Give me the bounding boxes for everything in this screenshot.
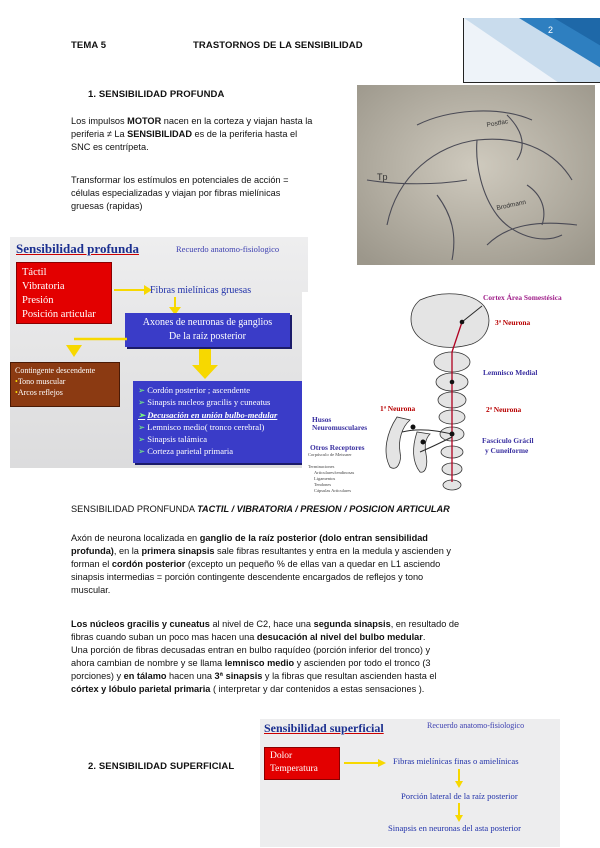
slide-sensibilidad-profunda xyxy=(10,237,308,468)
label-neurona-3: 3ª Neurona xyxy=(495,318,531,327)
section1-heading: 1. SENSIBILIDAD PROFUNDA xyxy=(88,89,225,100)
fibras-label: Fibras mielínicas gruesas xyxy=(150,285,252,296)
modality-item: Vibratoria xyxy=(22,281,65,292)
arrow-down-icon-4 xyxy=(453,803,465,823)
label-neurona-1: 1ª Neurona xyxy=(380,404,416,413)
label-otros-receptores: Otros Receptores xyxy=(310,443,365,452)
photo-label-hand1: Postfac xyxy=(486,118,509,129)
pathway-item: ➢ Cordón posterior ; ascendente xyxy=(138,385,251,395)
axones-box: Axones de neuronas de ganglios De la raíz posterior xyxy=(125,313,290,347)
superficial-step-3: Sinapsis en neuronas del asta posterior xyxy=(388,823,521,833)
arrow-down-icon-2 xyxy=(190,349,220,381)
label-cortex: Cortex Área Somestésica xyxy=(483,293,562,302)
anatomy-diagram xyxy=(302,292,600,500)
label-fasciculo: Fascículo Grácil xyxy=(482,436,534,445)
slide-sensibilidad-superficial xyxy=(260,719,560,847)
label-lemnisco: Lemnisco Medial xyxy=(483,368,538,377)
modality-item: Presión xyxy=(22,295,54,306)
pathway-item: ➢ Sinapsis nucleos gracilis y cuneatus xyxy=(138,397,271,408)
superficial-step-1: Fibras mielínicas finas o amielínicas xyxy=(393,756,519,766)
document-title: TRASTORNOS DE LA SENSIBILIDAD xyxy=(193,40,363,51)
arrow-down-left-icon xyxy=(62,335,132,363)
section1-paragraph2: Transformar los estímulos en potenciales de acción = células especializadas y viajan por fibras mielínicas gruesas (rapidas) xyxy=(71,175,289,211)
modality-item: Táctil xyxy=(22,267,47,278)
slide1-subtitle: Recuerdo anatomo-fisiologico xyxy=(176,244,280,254)
whiteboard-photo xyxy=(357,85,595,265)
label-capsulas: Cápsulas Articulares xyxy=(314,488,352,493)
modalities-box xyxy=(16,262,112,324)
superficial-step-2: Porción lateral de la raíz posterior xyxy=(401,791,518,801)
slide2-subtitle: Recuerdo anatomo-fisiologico xyxy=(427,721,525,730)
label-terminaciones: Terminaciones xyxy=(308,464,335,469)
photo-label-hand2: Brodmann xyxy=(495,198,527,212)
label-corpusculo: Corpúsculo de Meissner xyxy=(308,452,352,457)
pathway-item: ➢ Corteza parietal primaria xyxy=(138,446,234,457)
tema-label: TEMA 5 xyxy=(71,40,107,51)
pathway-item: ➢ Lemnisco medio( tronco cerebral) xyxy=(138,421,265,432)
profunda-modalities-heading: SENSIBILIDAD PRONFUNDA TACTIL / VIBRATORIA / PRESION / POSICION ARTICULAR xyxy=(71,504,450,514)
section1-paragraph1: Los impulsos MOTOR nacen en la corteza y viajan hasta la periferia ≠ La SENSIBILIDAD es de la periferia hasta el SNC es centrípeta. xyxy=(71,116,313,152)
label-neurona-2: 2ª Neurona xyxy=(486,405,522,414)
contingente-box: Contingente descendente •Tono muscular •Arcos reflejos xyxy=(10,362,120,407)
superficial-modalities-box xyxy=(264,747,340,780)
contingente-title: Contingente descendente xyxy=(15,366,96,375)
label-husos: Husos xyxy=(312,415,332,424)
slide1-title: Sensibilidad profunda xyxy=(16,241,139,256)
section2-heading: 2. SENSIBILIDAD SUPERFICIAL xyxy=(88,761,235,772)
contingente-item: Tono muscular xyxy=(17,377,66,386)
photo-label-tp: Tp xyxy=(377,172,388,182)
pathway-item: ➢ Sinapsis talámica xyxy=(138,434,208,445)
label-ligamentos: Ligamentos xyxy=(314,476,336,481)
label-cuneiforme: y Cuneiforme xyxy=(485,446,529,455)
pathway-box xyxy=(133,381,303,463)
profunda-paragraph2: Los núcleos gracilis y cuneatus al nivel de C2, hace una segunda sinapsis, en resultado de fibras cuando suban un poco mas hacen una desucación al nivel del bulbo medular. Una porción de fibras decusadas entran en bulbo raquídeo (porción inferior del tronco) y ahora cambian de nombre y se llama lemnisco medio y ascienden por todo el tronco (3 porciones) y en tálamo hacen una 3ª sinapsis y la fibras que resultan ascienden hasta el córtex y lóbulo parietal primaria ( interpretar y dar contenidos a estas sensaciones ). xyxy=(71,619,460,694)
pathway-item: ➢ Decusación en unión bulbo-medular xyxy=(138,409,278,420)
arrow-right-icon-2 xyxy=(342,757,386,769)
modality-item: Posición articular xyxy=(22,309,96,320)
modality-item: Temperatura xyxy=(270,764,318,774)
label-tendones: Tendones xyxy=(314,482,332,487)
label-neuromusculares: Neuromusculares xyxy=(312,423,368,432)
arrow-right-icon xyxy=(112,283,152,297)
slide2-title: Sensibilidad superficial xyxy=(264,721,384,735)
profunda-paragraph1: Axón de neurona localizada en ganglio de la raíz posterior (dolo entran sensibilidad profunda), en la primera sinapsis sale fibras resultantes y entra en la medula y ascienden y forman el cordón posterior (excepto un pequeño % de ellas van a quedar en L1 asciendo sinapsis intermedias = porción contingente descendente encargados de reflejos y tono muscular. xyxy=(71,533,451,595)
corner-decoration xyxy=(463,18,600,83)
modality-item: Dolor xyxy=(270,751,293,761)
label-terminaciones-2: Articulares/tendinosas xyxy=(314,470,355,475)
contingente-item: Arcos reflejos xyxy=(17,388,63,397)
arrow-down-icon-3 xyxy=(453,769,465,789)
page-number: 2 xyxy=(548,25,554,35)
spinal-pathway-illustration xyxy=(302,292,600,500)
